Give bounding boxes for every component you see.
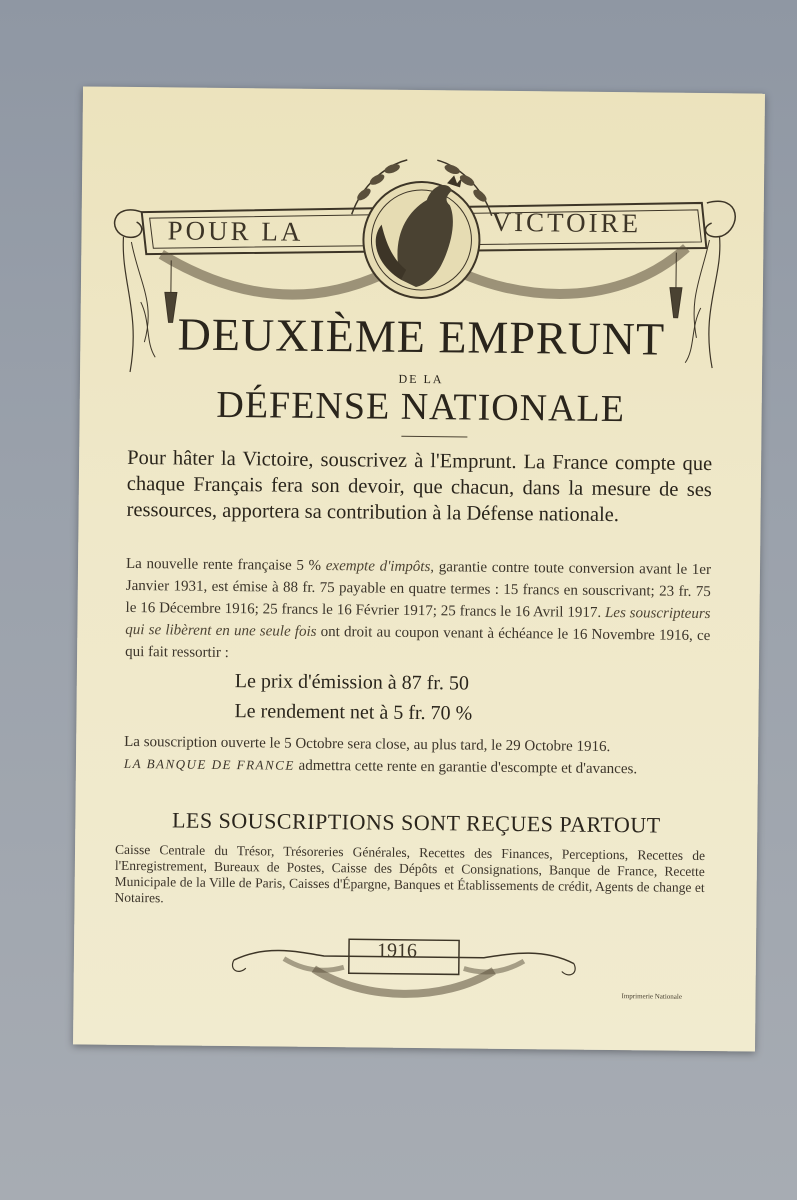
bank-name: LA BANQUE DE FRANCE xyxy=(123,755,295,773)
subscriptions-heading: LES SOUSCRIPTIONS SONT REÇUES PARTOUT xyxy=(171,807,661,838)
net-yield: Le rendement net à 5 fr. 70 % xyxy=(234,700,473,725)
terms-italic-1: exempte d'impôts, xyxy=(325,558,435,576)
issue-price: Le prix d'émission à 87 fr. 50 xyxy=(234,670,470,695)
closing-paragraph xyxy=(124,732,709,781)
terms-italic-2: Les souscripteurs qui se libèrent en une seule fois xyxy=(125,604,711,640)
title-connector: DE LA xyxy=(398,371,444,387)
year-label: 1916 xyxy=(376,939,418,962)
closing-line: La souscription ouverte le 5 Octobre sera close, au plus tard, le 29 Octobre 1916. xyxy=(124,733,611,756)
banner-right-text: VICTOIRE xyxy=(491,206,642,239)
terms-text-2: garantie contre toute conversion avant le 1er Janvier 1931, est émise à 88 fr. 75 payable en quatre termes : 15 francs en souscrivant; 23 fr. 75 le 16 Décembre 1916; 25 francs le 16 Février 1917; 25 francs le 16 Avril 1917. xyxy=(125,559,712,621)
terms-paragraph xyxy=(125,553,711,669)
printer-credit: Imprimerie Nationale xyxy=(621,992,683,1001)
page-title: DEUXIÈME EMPRUNT xyxy=(177,308,666,365)
intro-paragraph: Pour hâter la Victoire, souscrivez à l'Emprunt. La France compte que chaque Français fera son devoir, que chacun, dans la mesure de ses ressources, apportera sa contribution à la Défense nationale. xyxy=(126,446,713,527)
banner-left-text: POUR LA xyxy=(167,215,304,247)
terms-text-1: La nouvelle rente française 5 % xyxy=(125,555,322,574)
closing-line-2: admettra cette rente en garantie d'escompte et d'avances. xyxy=(298,757,638,778)
title-divider xyxy=(401,436,467,438)
subscription-places: Caisse Centrale du Trésor, Trésoreries Générales, Recettes des Finances, Perceptions, Recettes de l'Enregistrement, Bureaux de Postes, Caisse des Dépôts et Consignations, Banque de France, Recette Municipale de la Ville de Paris, Caisses d'Épargne, Banques et Établissements de crédit, Agents de change et Notaires. xyxy=(114,841,706,906)
terms-text-3: ont droit au coupon venant à échéance le 16 Novembre 1916, ce qui fait ressortir : xyxy=(125,623,711,662)
page-subtitle: DÉFENSE NATIONALE xyxy=(216,383,626,431)
poster xyxy=(73,86,765,1051)
price-block xyxy=(234,666,472,728)
